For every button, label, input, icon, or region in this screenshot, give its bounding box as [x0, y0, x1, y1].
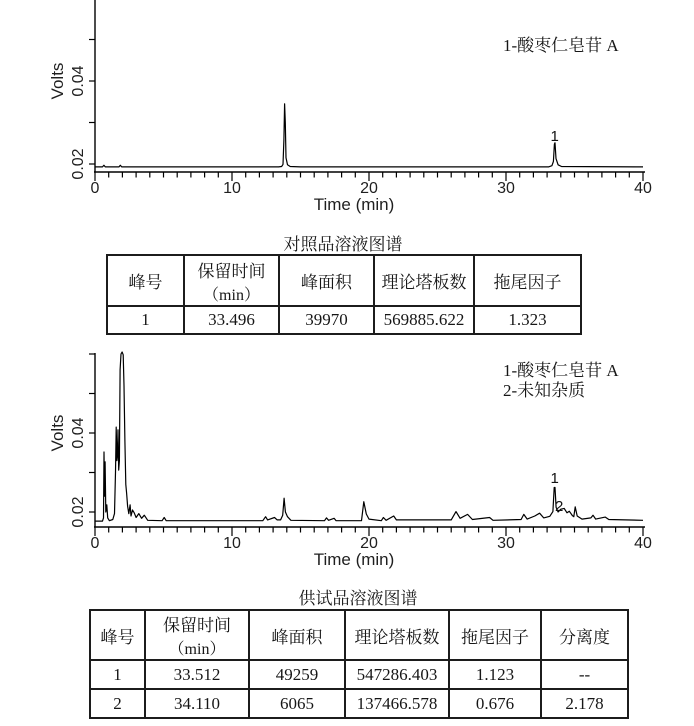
x-tick-label: 40 [634, 535, 652, 552]
cell-peak-area: 6065 [249, 689, 345, 718]
x-tick-label: 30 [497, 180, 515, 197]
reference-chromatogram-plot [0, 0, 694, 230]
table-row [90, 689, 628, 718]
reference-results-table [106, 254, 582, 335]
cell-peak-area: 39970 [279, 306, 374, 334]
table-row [90, 660, 628, 689]
y-tick-label: 0.04 [70, 65, 87, 97]
table-header-row [107, 255, 581, 306]
header-retention-time: 保留时间 （min） [184, 255, 279, 306]
header-theoretical-plates: 理论塔板数 [374, 255, 474, 306]
cell-theoretical-plates: 137466.578 [345, 689, 449, 718]
y-tick-label: 0.02 [70, 148, 87, 180]
x-axis-title: Time (min) [313, 550, 395, 569]
header-peak-no: 峰号 [107, 255, 184, 306]
header-tailing-factor: 拖尾因子 [474, 255, 581, 306]
cell-retention-time: 34.110 [145, 689, 249, 718]
x-axis-title: Time (min) [313, 195, 395, 214]
y-axis-title: Volts [48, 62, 67, 100]
header-peak-area: 峰面积 [249, 610, 345, 660]
table-caption-reference: 对照品溶液图谱 [283, 235, 403, 254]
test-results-table [89, 609, 629, 719]
cell-theoretical-plates: 569885.622 [374, 306, 474, 334]
header-tailing-factor: 拖尾因子 [449, 610, 541, 660]
cell-peak-no: 1 [90, 660, 145, 689]
peak-label: 1 [550, 470, 559, 488]
peak-label: 2 [554, 498, 564, 516]
cell-peak-no: 1 [107, 306, 184, 334]
cell-resolution: 2.178 [541, 689, 628, 718]
peak-annotation-test-1: 1-酸枣仁皂苷 A [503, 361, 619, 380]
cell-peak-no: 2 [90, 689, 145, 718]
y-tick-label: 0.02 [70, 496, 87, 528]
cell-tailing-factor: 1.323 [474, 306, 581, 334]
table-header-row [90, 610, 628, 660]
cell-tailing-factor: 0.676 [449, 689, 541, 718]
header-resolution: 分离度 [541, 610, 628, 660]
peak-annotation-reference: 1-酸枣仁皂苷 A [503, 36, 619, 55]
x-tick-label: 0 [90, 180, 100, 197]
header-retention-time: 保留时间 （min） [145, 610, 249, 660]
table-row [107, 306, 581, 334]
x-tick-label: 20 [360, 180, 378, 197]
cell-retention-time: 33.512 [145, 660, 249, 689]
cell-tailing-factor: 1.123 [449, 660, 541, 689]
x-tick-label: 10 [223, 180, 241, 197]
x-tick-label: 10 [223, 535, 241, 552]
table-caption-test: 供试品溶液图谱 [298, 589, 418, 608]
header-theoretical-plates: 理论塔板数 [345, 610, 449, 660]
x-tick-label: 20 [360, 535, 378, 552]
y-axis-title: Volts [48, 414, 67, 452]
chromatogram-trace [95, 104, 643, 167]
cell-retention-time: 33.496 [184, 306, 279, 334]
header-peak-area: 峰面积 [279, 255, 374, 306]
peak-annotation-test-2: 2-未知杂质 [503, 381, 586, 400]
header-peak-no: 峰号 [90, 610, 145, 660]
x-tick-label: 40 [634, 180, 652, 197]
cell-resolution: -- [541, 660, 628, 689]
x-tick-label: 30 [497, 535, 515, 552]
cell-theoretical-plates: 547286.403 [345, 660, 449, 689]
cell-peak-area: 49259 [249, 660, 345, 689]
peak-label: 1 [550, 128, 559, 146]
y-tick-label: 0.04 [70, 417, 87, 449]
x-tick-label: 0 [90, 535, 100, 552]
